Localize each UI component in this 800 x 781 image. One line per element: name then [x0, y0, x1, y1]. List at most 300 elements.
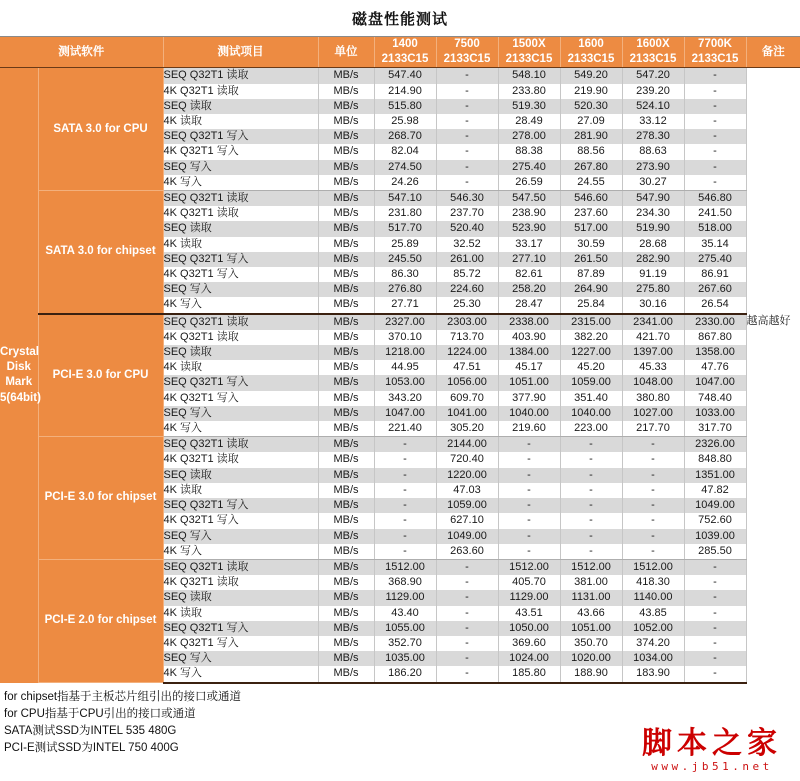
value-cell-7500: 2144.00: [436, 437, 498, 453]
value-cell-1400: 1218.00: [374, 345, 436, 360]
header-cpu-3: [560, 37, 622, 68]
value-cell-1500X: 1512.00: [498, 559, 560, 575]
value-cell-1500X: 548.10: [498, 68, 560, 84]
software-label: Crystal Disk Mark 5(64bit): [0, 346, 41, 404]
test-unit: MB/s: [318, 267, 374, 282]
value-cell-1600X: 547.90: [622, 191, 684, 207]
value-cell-1600: -: [560, 468, 622, 483]
value-cell-1600X: 2341.00: [622, 314, 684, 330]
test-unit: MB/s: [318, 114, 374, 129]
value-cell-1400: 515.80: [374, 99, 436, 114]
value-cell-7700K: -: [684, 68, 746, 84]
note-cell: [746, 606, 800, 621]
test-item-name: 4K 写入: [163, 175, 318, 191]
value-cell-1600: 1059.00: [560, 375, 622, 390]
value-cell-7700K: 35.14: [684, 237, 746, 252]
test-item-name: SEQ Q32T1 写入: [163, 129, 318, 144]
value-cell-1600X: 421.70: [622, 330, 684, 345]
test-item-name: SEQ Q32T1 写入: [163, 252, 318, 267]
value-cell-1400: 547.10: [374, 191, 436, 207]
note-cell: [746, 360, 800, 375]
test-item-name: 4K 写入: [163, 421, 318, 437]
header-cpu-0-line1: 1400: [392, 38, 418, 50]
test-unit: MB/s: [318, 590, 374, 605]
value-cell-7500: 1049.00: [436, 529, 498, 544]
footnote-4: PCI-E测试SSD为INTEL 750 400G: [4, 741, 179, 754]
value-cell-7700K: -: [684, 651, 746, 666]
note-cell: [746, 129, 800, 144]
test-item-name: 4K Q32T1 写入: [163, 267, 318, 282]
note-cell: [746, 406, 800, 421]
value-cell-7500: 1041.00: [436, 406, 498, 421]
value-cell-7700K: 47.76: [684, 360, 746, 375]
value-cell-7500: -: [436, 666, 498, 682]
value-cell-7700K: -: [684, 99, 746, 114]
note-cell: [746, 297, 800, 313]
note-cell: [746, 651, 800, 666]
value-cell-1600X: 1140.00: [622, 590, 684, 605]
value-cell-1500X: 45.17: [498, 360, 560, 375]
value-cell-7500: 1059.00: [436, 498, 498, 513]
test-unit: MB/s: [318, 651, 374, 666]
value-cell-1600: -: [560, 498, 622, 513]
header-cpu-1: [436, 37, 498, 68]
value-cell-1400: 1129.00: [374, 590, 436, 605]
test-item-name: SEQ 写入: [163, 529, 318, 544]
test-item-name: 4K 读取: [163, 606, 318, 621]
value-cell-7700K: -: [684, 175, 746, 191]
value-cell-7700K: -: [684, 636, 746, 651]
value-cell-1500X: 523.90: [498, 221, 560, 236]
value-cell-1500X: 88.38: [498, 144, 560, 159]
value-cell-1600X: 1034.00: [622, 651, 684, 666]
note-cell: [746, 529, 800, 544]
note-cell: [746, 559, 800, 575]
value-cell-7500: -: [436, 636, 498, 651]
value-cell-1600: 30.59: [560, 237, 622, 252]
table-row: [0, 68, 800, 84]
footnote-2: for CPU指基于CPU引出的接口或通道: [4, 707, 196, 720]
test-item-name: 4K Q32T1 写入: [163, 391, 318, 406]
test-unit: MB/s: [318, 129, 374, 144]
value-cell-1500X: 28.47: [498, 297, 560, 313]
value-cell-7700K: -: [684, 606, 746, 621]
test-unit: MB/s: [318, 513, 374, 528]
value-cell-7500: 713.70: [436, 330, 498, 345]
note-cell: [746, 544, 800, 560]
value-cell-1600X: 1512.00: [622, 559, 684, 575]
test-unit: MB/s: [318, 84, 374, 99]
value-cell-7500: 546.30: [436, 191, 498, 207]
note-cell: [746, 160, 800, 175]
test-item-name: SEQ Q32T1 读取: [163, 191, 318, 207]
value-cell-1500X: 405.70: [498, 575, 560, 590]
value-cell-7500: 85.72: [436, 267, 498, 282]
value-cell-1600: 267.80: [560, 160, 622, 175]
header-cpu-1-line1: 7500: [454, 38, 480, 50]
value-cell-1600X: -: [622, 529, 684, 544]
note-cell: [746, 513, 800, 528]
header-cpu-4-line1: 1600X: [636, 38, 670, 50]
value-cell-1600: 1040.00: [560, 406, 622, 421]
value-cell-1600X: 547.20: [622, 68, 684, 84]
value-cell-1600X: -: [622, 513, 684, 528]
footnote-3: SATA测试SSD为INTEL 535 480G: [4, 724, 177, 737]
value-cell-1500X: 185.80: [498, 666, 560, 682]
value-cell-1600X: 234.30: [622, 206, 684, 221]
value-cell-1600: 45.20: [560, 360, 622, 375]
value-cell-7700K: 518.00: [684, 221, 746, 236]
note-cell: [746, 68, 800, 84]
value-cell-1600X: -: [622, 483, 684, 498]
test-unit: MB/s: [318, 666, 374, 682]
value-cell-1500X: 233.80: [498, 84, 560, 99]
section-label-2: [38, 191, 163, 314]
value-cell-1600: -: [560, 529, 622, 544]
test-unit: MB/s: [318, 345, 374, 360]
value-cell-7700K: 317.70: [684, 421, 746, 437]
test-item-name: SEQ Q32T1 写入: [163, 375, 318, 390]
test-unit: MB/s: [318, 206, 374, 221]
value-cell-1500X: -: [498, 437, 560, 453]
value-cell-7500: -: [436, 575, 498, 590]
note-cell: [746, 84, 800, 99]
test-item-name: SEQ Q32T1 读取: [163, 437, 318, 453]
test-unit: MB/s: [318, 175, 374, 191]
value-cell-1500X: 1050.00: [498, 621, 560, 636]
value-cell-1600: 281.90: [560, 129, 622, 144]
value-cell-1600X: 1052.00: [622, 621, 684, 636]
value-cell-1500X: -: [498, 498, 560, 513]
value-cell-7500: 263.60: [436, 544, 498, 560]
header-row: [0, 37, 800, 68]
value-cell-7500: -: [436, 84, 498, 99]
value-cell-1600: 223.00: [560, 421, 622, 437]
value-cell-7500: -: [436, 559, 498, 575]
value-cell-1500X: 219.60: [498, 421, 560, 437]
value-cell-1400: 1055.00: [374, 621, 436, 636]
note-cell: [746, 191, 800, 207]
note-cell: [746, 421, 800, 437]
value-cell-1600: 87.89: [560, 267, 622, 282]
value-cell-1400: 547.40: [374, 68, 436, 84]
value-cell-1400: 2327.00: [374, 314, 436, 330]
value-cell-1400: -: [374, 483, 436, 498]
value-cell-7500: -: [436, 114, 498, 129]
value-cell-7700K: 1358.00: [684, 345, 746, 360]
test-unit: MB/s: [318, 621, 374, 636]
value-cell-1600: 1020.00: [560, 651, 622, 666]
header-cpu-5-line1: 7700K: [698, 38, 732, 50]
value-cell-7500: -: [436, 99, 498, 114]
value-cell-1600X: 30.27: [622, 175, 684, 191]
test-item-name: 4K 读取: [163, 114, 318, 129]
section-label-text: SATA 3.0 for chipset: [45, 245, 156, 258]
value-cell-1400: 25.98: [374, 114, 436, 129]
section-label-text: PCI-E 3.0 for CPU: [52, 368, 149, 381]
value-cell-1400: 276.80: [374, 282, 436, 297]
value-cell-7500: -: [436, 175, 498, 191]
value-cell-1600: 219.90: [560, 84, 622, 99]
note-cell: [746, 330, 800, 345]
header-cpu-0-line2: 2133C15: [381, 53, 429, 66]
test-item-name: SEQ 读取: [163, 468, 318, 483]
note-cell: [746, 621, 800, 636]
header-unit: 单位: [318, 37, 374, 68]
section-label-text: PCI-E 2.0 for chipset: [44, 614, 157, 627]
note-cell: [746, 636, 800, 651]
value-cell-1500X: 1024.00: [498, 651, 560, 666]
value-cell-1500X: 1384.00: [498, 345, 560, 360]
value-cell-7700K: 1047.00: [684, 375, 746, 390]
value-cell-1600: 1227.00: [560, 345, 622, 360]
value-cell-1600X: 43.85: [622, 606, 684, 621]
test-unit: MB/s: [318, 575, 374, 590]
value-cell-1600: 2315.00: [560, 314, 622, 330]
value-cell-7500: 237.70: [436, 206, 498, 221]
value-cell-1600: 43.66: [560, 606, 622, 621]
value-cell-7500: 2303.00: [436, 314, 498, 330]
value-cell-7700K: 267.60: [684, 282, 746, 297]
note-cell: [746, 575, 800, 590]
site-watermark: [642, 728, 782, 773]
value-cell-1600: 27.09: [560, 114, 622, 129]
value-cell-7500: -: [436, 68, 498, 84]
value-cell-1500X: 519.30: [498, 99, 560, 114]
note-cell: [746, 282, 800, 297]
value-cell-1600X: 282.90: [622, 252, 684, 267]
value-cell-1500X: 28.49: [498, 114, 560, 129]
value-cell-1600X: 418.30: [622, 575, 684, 590]
value-cell-7700K: -: [684, 160, 746, 175]
value-cell-1400: 221.40: [374, 421, 436, 437]
test-item-name: SEQ 写入: [163, 160, 318, 175]
value-cell-1400: 1512.00: [374, 559, 436, 575]
table-row: [0, 191, 800, 207]
value-cell-7500: 1224.00: [436, 345, 498, 360]
value-cell-1500X: 377.90: [498, 391, 560, 406]
note-cell: [746, 175, 800, 191]
value-cell-1400: 214.90: [374, 84, 436, 99]
page-title: 磁盘性能测试: [351, 10, 448, 28]
test-item-name: SEQ 读取: [163, 221, 318, 236]
value-cell-7700K: 2330.00: [684, 314, 746, 330]
value-cell-1600X: 91.19: [622, 267, 684, 282]
watermark-url: www.jb51.net: [651, 760, 773, 773]
test-unit: MB/s: [318, 297, 374, 313]
test-item-name: 4K 写入: [163, 297, 318, 313]
test-item-name: 4K Q32T1 读取: [163, 330, 318, 345]
value-cell-7500: -: [436, 606, 498, 621]
value-cell-1400: -: [374, 529, 436, 544]
value-cell-7700K: 748.40: [684, 391, 746, 406]
value-cell-1500X: 547.50: [498, 191, 560, 207]
value-cell-1600X: 275.80: [622, 282, 684, 297]
test-item-name: 4K Q32T1 写入: [163, 636, 318, 651]
value-cell-1500X: 403.90: [498, 330, 560, 345]
value-cell-7700K: 275.40: [684, 252, 746, 267]
value-cell-1600: 546.60: [560, 191, 622, 207]
value-cell-1500X: 1051.00: [498, 375, 560, 390]
value-cell-7500: -: [436, 651, 498, 666]
value-cell-7500: 47.51: [436, 360, 498, 375]
note-cell: [746, 498, 800, 513]
test-unit: MB/s: [318, 99, 374, 114]
value-cell-1500X: -: [498, 483, 560, 498]
value-cell-7700K: 2326.00: [684, 437, 746, 453]
value-cell-7500: 520.40: [436, 221, 498, 236]
test-item-name: SEQ Q32T1 读取: [163, 68, 318, 84]
note-cell: 越高越好: [746, 314, 800, 330]
test-item-name: 4K Q32T1 写入: [163, 513, 318, 528]
value-cell-1500X: -: [498, 513, 560, 528]
table-row: [0, 314, 800, 330]
value-cell-1600X: -: [622, 437, 684, 453]
value-cell-1500X: -: [498, 452, 560, 467]
note-cell: [746, 437, 800, 453]
value-cell-1600: -: [560, 513, 622, 528]
value-cell-1600X: 1027.00: [622, 406, 684, 421]
note-cell: [746, 375, 800, 390]
test-item-name: 4K 写入: [163, 666, 318, 682]
value-cell-1600: 351.40: [560, 391, 622, 406]
test-item-name: 4K Q32T1 读取: [163, 452, 318, 467]
value-cell-1400: 352.70: [374, 636, 436, 651]
table-row: [0, 559, 800, 575]
header-software: 测试软件: [0, 37, 163, 68]
value-cell-1600X: 239.20: [622, 84, 684, 99]
value-cell-7500: 224.60: [436, 282, 498, 297]
value-cell-1400: 245.50: [374, 252, 436, 267]
header-cpu-5: [684, 37, 746, 68]
test-unit: MB/s: [318, 160, 374, 175]
value-cell-1600X: 33.12: [622, 114, 684, 129]
value-cell-7500: 32.52: [436, 237, 498, 252]
test-unit: MB/s: [318, 421, 374, 437]
value-cell-7700K: -: [684, 144, 746, 159]
value-cell-1400: 1047.00: [374, 406, 436, 421]
header-cpu-4-line2: 2133C15: [629, 53, 677, 66]
test-unit: MB/s: [318, 282, 374, 297]
value-cell-7700K: 86.91: [684, 267, 746, 282]
value-cell-1600: 1512.00: [560, 559, 622, 575]
value-cell-1400: -: [374, 437, 436, 453]
value-cell-7500: -: [436, 590, 498, 605]
note-cell: [746, 468, 800, 483]
value-cell-1400: 343.20: [374, 391, 436, 406]
value-cell-1500X: 1129.00: [498, 590, 560, 605]
test-item-name: SEQ 写入: [163, 282, 318, 297]
test-item-name: SEQ 读取: [163, 590, 318, 605]
value-cell-7700K: 848.80: [684, 452, 746, 467]
value-cell-7700K: 1039.00: [684, 529, 746, 544]
test-item-name: SEQ Q32T1 读取: [163, 314, 318, 330]
value-cell-1600: 517.00: [560, 221, 622, 236]
test-item-name: SEQ 读取: [163, 345, 318, 360]
test-unit: MB/s: [318, 406, 374, 421]
value-cell-1500X: 26.59: [498, 175, 560, 191]
value-cell-7700K: -: [684, 114, 746, 129]
value-cell-1600X: 1048.00: [622, 375, 684, 390]
value-cell-1400: 517.70: [374, 221, 436, 236]
table-row: [0, 437, 800, 453]
test-item-name: 4K 读取: [163, 360, 318, 375]
value-cell-1600X: -: [622, 498, 684, 513]
test-item-name: SEQ 写入: [163, 406, 318, 421]
value-cell-1500X: 238.90: [498, 206, 560, 221]
test-unit: MB/s: [318, 221, 374, 236]
value-cell-7700K: -: [684, 84, 746, 99]
value-cell-1500X: 43.51: [498, 606, 560, 621]
value-cell-1400: -: [374, 452, 436, 467]
note-cell: [746, 483, 800, 498]
value-cell-7700K: 241.50: [684, 206, 746, 221]
header-cpu-0: [374, 37, 436, 68]
value-cell-7700K: 752.60: [684, 513, 746, 528]
value-cell-1400: -: [374, 544, 436, 560]
value-cell-7500: -: [436, 621, 498, 636]
section-label-5: [38, 559, 163, 682]
value-cell-1600: 382.20: [560, 330, 622, 345]
value-cell-1600: 264.90: [560, 282, 622, 297]
value-cell-1600: -: [560, 544, 622, 560]
note-cell: [746, 144, 800, 159]
value-cell-1600: 188.90: [560, 666, 622, 682]
test-unit: MB/s: [318, 144, 374, 159]
value-cell-1400: -: [374, 513, 436, 528]
header-cpu-3-line2: 2133C15: [567, 53, 615, 66]
test-item-name: 4K 读取: [163, 483, 318, 498]
value-cell-1600X: 380.80: [622, 391, 684, 406]
value-cell-1600: -: [560, 437, 622, 453]
note-cell: [746, 267, 800, 282]
test-item-name: SEQ Q32T1 写入: [163, 621, 318, 636]
header-cpu-2: [498, 37, 560, 68]
header-cpu-1-line2: 2133C15: [443, 53, 491, 66]
test-unit: MB/s: [318, 252, 374, 267]
value-cell-1500X: 278.00: [498, 129, 560, 144]
note-cell: [746, 666, 800, 682]
test-item-name: 4K 读取: [163, 237, 318, 252]
test-unit: MB/s: [318, 237, 374, 252]
value-cell-7500: -: [436, 129, 498, 144]
test-unit: MB/s: [318, 636, 374, 651]
note-cell: [746, 391, 800, 406]
value-cell-1600X: 519.90: [622, 221, 684, 236]
value-cell-1600X: 1397.00: [622, 345, 684, 360]
page-title-bar: [0, 0, 800, 37]
value-cell-1400: -: [374, 498, 436, 513]
value-cell-1600: 261.50: [560, 252, 622, 267]
test-unit: MB/s: [318, 330, 374, 345]
value-cell-1600X: 374.20: [622, 636, 684, 651]
value-cell-7700K: 1351.00: [684, 468, 746, 483]
value-cell-1400: 82.04: [374, 144, 436, 159]
value-cell-1500X: 1040.00: [498, 406, 560, 421]
value-cell-7700K: 1033.00: [684, 406, 746, 421]
value-cell-1400: 44.95: [374, 360, 436, 375]
value-cell-7700K: -: [684, 129, 746, 144]
value-cell-1600: 24.55: [560, 175, 622, 191]
value-cell-1600X: 524.10: [622, 99, 684, 114]
value-cell-1600X: 45.33: [622, 360, 684, 375]
value-cell-7500: -: [436, 160, 498, 175]
test-unit: MB/s: [318, 559, 374, 575]
test-unit: MB/s: [318, 375, 374, 390]
header-cpu-2-line2: 2133C15: [505, 53, 553, 66]
value-cell-7500: 305.20: [436, 421, 498, 437]
value-cell-1600: 520.30: [560, 99, 622, 114]
